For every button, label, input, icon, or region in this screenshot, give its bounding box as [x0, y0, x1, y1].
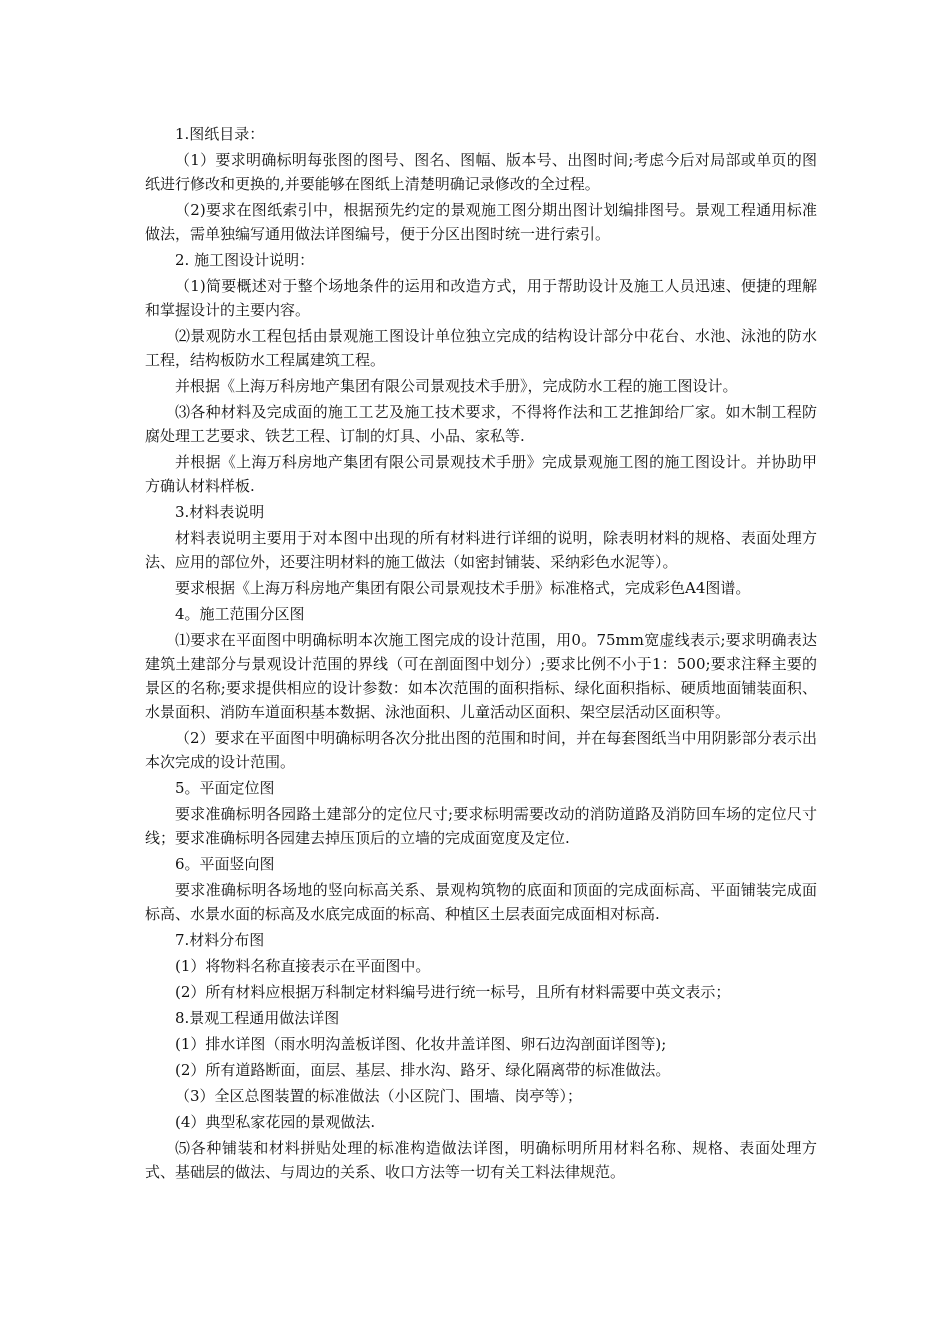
- paragraph: (2）所有材料应根据万科制定材料编号进行统一标号，且所有材料需要中英文表示；: [175, 983, 731, 1001]
- paragraph: (4）典型私家花园的景观做法.: [175, 1113, 376, 1131]
- section-heading: 5。平面定位图: [175, 779, 275, 797]
- paragraph: 要求准确标明各园路土建部分的定位尺寸;要求标明需要改动的消防道路及消防回车场的定位尺寸线；要求准确标明各园建去掉压顶后的立墙的完成面宽度及定位.: [145, 805, 817, 847]
- section-heading: 4。施工范围分区图: [175, 605, 305, 623]
- section-heading: 8.景观工程通用做法详图: [175, 1009, 340, 1027]
- paragraph: ⑵景观防水工程包括由景观施工图设计单位独立完成的结构设计部分中花台、水池、泳池的防水工程，结构板防水工程属建筑工程。: [145, 327, 817, 369]
- paragraph: （2)要求在图纸索引中，根据预先约定的景观施工图分期出图计划编排图号。景观工程通用标准做法，需单独编写通用做法详图编号，便于分区出图时统一进行索引。: [145, 201, 817, 243]
- section-heading: 2. 施工图设计说明：: [175, 251, 315, 269]
- paragraph: (2）所有道路断面，面层、基层、排水沟、路牙、绿化隔离带的标准做法。: [175, 1061, 671, 1079]
- paragraph: (1）排水详图（雨水明沟盖板详图、化妆井盖详图、卵石边沟剖面详图等);: [175, 1035, 667, 1053]
- section-heading: 6。平面竖向图: [175, 855, 275, 873]
- section-heading: 7.材料分布图: [175, 931, 265, 949]
- section-heading: 1.图纸目录：: [175, 125, 265, 143]
- paragraph: （1）要求明确标明每张图的图号、图名、图幅、版本号、出图时间;考虑今后对局部或单页的图纸进行修改和更换的,并要能够在图纸上清楚明确记录修改的全过程。: [145, 151, 817, 193]
- paragraph: （3）全区总图装置的标准做法（小区院门、围墙、岗亭等）；: [175, 1087, 583, 1105]
- paragraph: 材料表说明主要用于对本图中出现的所有材料进行详细的说明，除表明材料的规格、表面处理方法、应用的部位外，还要注明材料的施工做法（如密封铺装、采纳彩色水泥等）。: [145, 529, 817, 571]
- paragraph: 要求根据《上海万科房地产集团有限公司景观技术手册》标准格式，完成彩色A4图谱。: [175, 579, 751, 597]
- paragraph: 并根据《上海万科房地产集团有限公司景观技术手册》，完成防水工程的施工图设计。: [175, 377, 738, 395]
- section-heading: 3.材料表说明: [175, 503, 265, 521]
- paragraph: （1)简要概述对于整个场地条件的运用和改造方式，用于帮助设计及施工人员迅速、便捷的理解和掌握设计的主要内容。: [145, 277, 817, 319]
- paragraph: ⑴要求在平面图中明确标明本次施工图完成的设计范围，用0。75mm宽虚线表示;要求明确表达建筑土建部分与景观设计范围的界线（可在剖面图中划分）;要求比例不小于1：500;要求注释主要的景区的名称;要求提供相应的设计参数：如本次范围的面积指标、绿化面积指标、硬质地面铺装面积、水景面积、消防车道面积基本数据、泳池面积、儿童活动区面积、架空层活动区面积等。: [145, 631, 817, 721]
- paragraph: ⑸各种铺装和材料拼贴处理的标准构造做法详图，明确标明所用材料名称、规格、表面处理方式、基础层的做法、与周边的关系、收口方法等一切有关工料法律规范。: [145, 1139, 817, 1181]
- paragraph: (1）将物料名称直接表示在平面图中。: [175, 957, 431, 975]
- paragraph: 并根据《上海万科房地产集团有限公司景观技术手册》完成景观施工图的施工图设计。并协助甲方确认材料样板.: [145, 453, 817, 495]
- paragraph: 要求准确标明各场地的竖向标高关系、景观构筑物的底面和顶面的完成面标高、平面铺装完成面标高、水景水面的标高及水底完成面的标高、种植区土层表面完成面相对标高.: [145, 881, 817, 923]
- document-page: [145, 122, 817, 1186]
- paragraph: ⑶各种材料及完成面的施工工艺及施工技术要求，不得将作法和工艺推卸给厂家。如木制工程防腐处理工艺要求、铁艺工程、订制的灯具、小品、家私等.: [145, 403, 817, 445]
- paragraph: （2）要求在平面图中明确标明各次分批出图的范围和时间，并在每套图纸当中用阴影部分表示出本次完成的设计范围。: [145, 729, 817, 771]
